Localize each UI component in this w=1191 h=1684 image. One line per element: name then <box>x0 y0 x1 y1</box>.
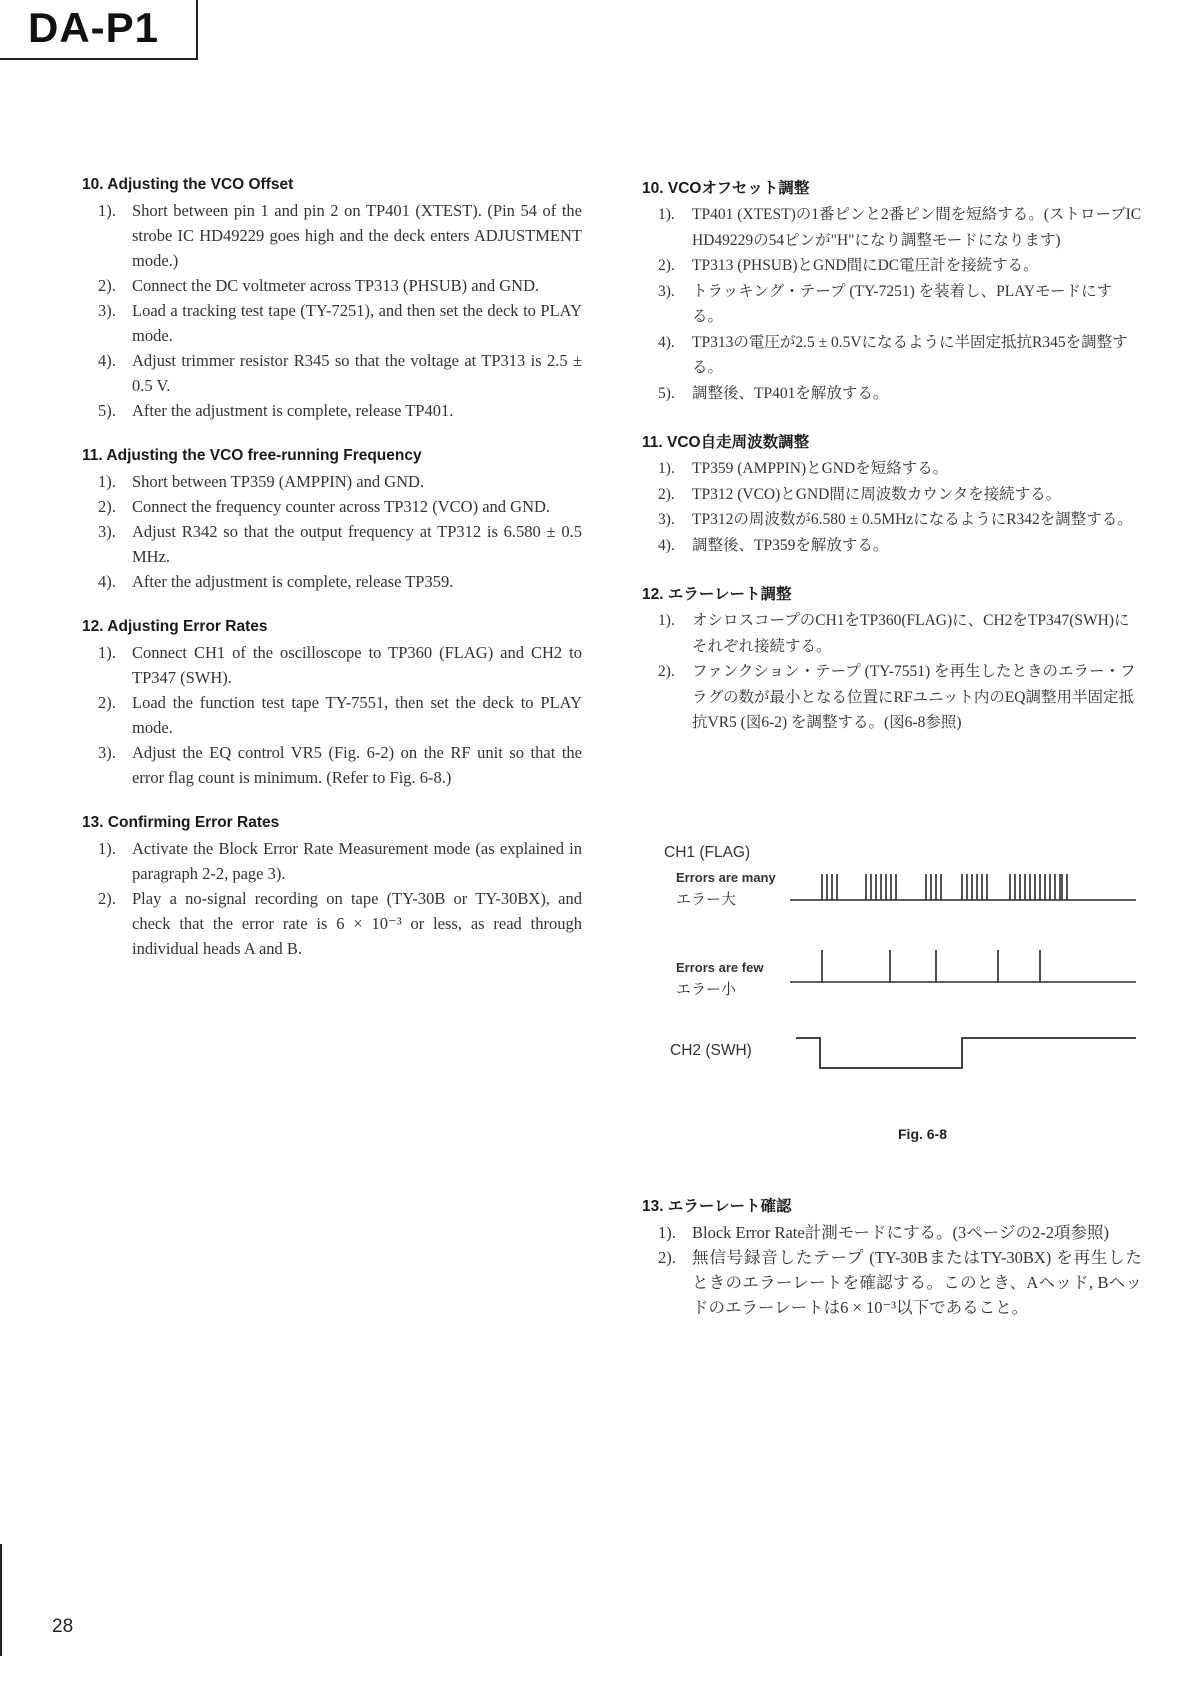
model-title: DA-P1 <box>28 4 160 51</box>
step-item <box>82 640 582 690</box>
step-number: 2). <box>658 257 675 274</box>
step-number: 2). <box>658 663 675 680</box>
step-item <box>642 456 1142 482</box>
ch1-flag-label: CH1 (FLAG) <box>664 844 751 861</box>
ch2-swh-waveform <box>796 1038 1136 1068</box>
edge-bar <box>0 1544 2 1656</box>
section-error-rates-en <box>82 618 582 790</box>
errors-many-label: Errors are many <box>676 870 776 885</box>
figure-caption: Fig. 6-8 <box>898 1126 948 1142</box>
step-number: 3). <box>658 511 675 528</box>
step-number: 1). <box>658 612 675 629</box>
step-text: Connect the frequency counter across TP312 (VCO) and GND. <box>132 497 551 516</box>
section-title: 13. エラーレート確認 <box>642 1198 792 1215</box>
step-text: Load the function test tape TY-7551, then set the deck to PLAY mode. <box>132 693 582 737</box>
waveform-svg <box>656 842 1136 1082</box>
step-number: 3). <box>98 522 116 541</box>
step-text: Adjust R342 so that the output frequency at TP312 is 6.580 ± 0.5 MHz. <box>132 522 582 566</box>
step-item <box>642 608 1142 659</box>
step-text: Short between pin 1 and pin 2 on TP401 (XTEST). (Pin 54 of the strobe IC HD49229 goes high and the deck enters ADJUSTMENT mode.) <box>132 201 582 270</box>
step-text: TP312 (VCO)とGND間に周波数カウンタを接続する。 <box>692 485 1062 503</box>
step-item <box>82 298 582 348</box>
step-item <box>642 659 1142 736</box>
step-item <box>642 1220 1142 1245</box>
step-number: 4). <box>98 351 116 370</box>
section-confirm-error-rates-en <box>82 814 582 961</box>
step-item <box>82 198 582 273</box>
step-number: 2). <box>658 485 675 503</box>
step-item <box>82 519 582 569</box>
step-item <box>642 279 1142 330</box>
step-text: Activate the Block Error Rate Measurement mode (as explained in paragraph 2-2, page 3). <box>132 839 582 883</box>
model-header-box <box>0 0 198 60</box>
step-text: TP313 (PHSUB)とGND間にDC電圧計を接続する。 <box>692 257 1039 274</box>
step-item <box>642 482 1142 508</box>
step-item <box>642 533 1142 559</box>
step-number: 3). <box>98 301 116 320</box>
step-item <box>642 381 1142 407</box>
step-text: ファンクション・テープ (TY-7551) を再生したときのエラー・フラグの数が最小となる位置にRFユニット内のEQ調整用半固定抵抗VR5 (図6-2) を調整する。(図6-8参照) <box>692 663 1136 731</box>
step-text: Connect CH1 of the oscilloscope to TP360 (FLAG) and CH2 to TP347 (SWH). <box>132 643 582 687</box>
step-number: 2). <box>98 276 116 295</box>
section-title: 10. VCOオフセット調整 <box>642 180 810 197</box>
section-title: 11. Adjusting the VCO free-running Frequency <box>82 447 422 464</box>
step-number: 1). <box>658 1223 676 1242</box>
step-item <box>642 253 1142 279</box>
step-text: TP313の電圧が2.5 ± 0.5Vになるように半固定抵抗R345を調整する。 <box>692 333 1128 376</box>
errors-many-pulses <box>822 874 1067 900</box>
step-item <box>82 398 582 423</box>
step-text: TP401 (XTEST)の1番ピンと2番ピン間を短絡する。(ストローブIC HD49229の54ピンが"H"になり調整モードになります) <box>692 206 1142 249</box>
step-number: 1). <box>658 206 675 223</box>
step-number: 2). <box>658 1248 676 1267</box>
step-number: 1). <box>98 839 116 858</box>
step-item <box>642 330 1142 381</box>
japanese-column-lower <box>642 1194 1142 1344</box>
step-number: 2). <box>98 497 116 516</box>
step-text: Short between TP359 (AMPPIN) and GND. <box>132 472 425 491</box>
section-vco-offset-en <box>82 176 582 423</box>
step-item <box>642 1245 1142 1320</box>
step-item <box>82 273 582 298</box>
errors-many-ja-label: エラー大 <box>676 891 737 908</box>
step-number: 2). <box>98 693 116 712</box>
step-text: After the adjustment is complete, release TP359. <box>132 572 454 591</box>
step-text: トラッキング・テープ (TY-7251) を装着し、PLAYモードにする。 <box>692 282 1113 325</box>
section-vco-offset-ja <box>642 176 1142 406</box>
step-item <box>82 836 582 886</box>
waveform-diagram <box>656 842 1136 1082</box>
english-column <box>82 176 582 985</box>
section-confirm-error-rates-ja <box>642 1194 1142 1320</box>
ch2-swh-label: CH2 (SWH) <box>670 1042 752 1059</box>
step-item <box>82 494 582 519</box>
section-title: 11. VCO自走周波数調整 <box>642 434 810 451</box>
japanese-column <box>642 176 1142 760</box>
step-item <box>82 740 582 790</box>
step-text: Adjust trimmer resistor R345 so that the voltage at TP313 is 2.5 ± 0.5 V. <box>132 351 582 395</box>
step-text: 調整後、TP401を解放する。 <box>692 384 889 402</box>
section-title: 13. Confirming Error Rates <box>82 814 280 831</box>
step-text: Play a no-signal recording on tape (TY-30B or TY-30BX), and check that the error rate is 6 × 10⁻³ or less, as read through individual heads A and B. <box>132 889 582 958</box>
step-number: 3). <box>658 282 675 300</box>
step-item <box>82 469 582 494</box>
step-text: 調整後、TP359を解放する。 <box>692 536 889 554</box>
section-vco-frequency-en <box>82 447 582 594</box>
step-item <box>82 569 582 594</box>
step-number: 4). <box>98 572 116 591</box>
step-item <box>82 886 582 961</box>
step-text: オシロスコープのCH1をTP360(FLAG)に、CH2をTP347(SWH)にそれぞれ接続する。 <box>692 612 1130 655</box>
step-number: 4). <box>658 333 675 351</box>
step-text: TP312の周波数が6.580 ± 0.5MHzになるようにR342を調整する。 <box>692 511 1133 528</box>
page-number: 28 <box>52 1616 74 1637</box>
step-number: 4). <box>658 536 675 554</box>
step-item <box>82 690 582 740</box>
section-title: 10. Adjusting the VCO Offset <box>82 176 294 193</box>
step-item <box>642 507 1142 533</box>
step-number: 1). <box>98 643 116 662</box>
section-title: 12. エラーレート調整 <box>642 586 792 603</box>
errors-few-pulses <box>822 950 1040 982</box>
step-text: Connect the DC voltmeter across TP313 (PHSUB) and GND. <box>132 276 540 295</box>
step-text: 無信号録音したテープ (TY-30BまたはTY-30BX) を再生したときのエラーレートを確認する。このとき、Aヘッド, Bヘッドのエラーレートは6 × 10⁻³以下であること。 <box>692 1248 1142 1317</box>
step-number: 5). <box>98 401 116 420</box>
step-number: 1). <box>98 472 116 491</box>
step-text: Block Error Rate計測モードにする。(3ページの2-2項参照) <box>692 1223 1109 1242</box>
errors-few-label: Errors are few <box>676 960 764 975</box>
step-text: After the adjustment is complete, release TP401. <box>132 401 454 420</box>
step-item <box>82 348 582 398</box>
step-number: 3). <box>98 743 116 762</box>
step-item <box>642 202 1142 253</box>
errors-few-ja-label: エラー小 <box>676 981 737 998</box>
step-number: 2). <box>98 889 116 908</box>
section-error-rates-ja <box>642 582 1142 736</box>
step-number: 1). <box>658 460 675 477</box>
section-title: 12. Adjusting Error Rates <box>82 618 268 635</box>
step-text: Adjust the EQ control VR5 (Fig. 6-2) on the RF unit so that the error flag count is minimum. (Refer to Fig. 6-8.) <box>132 743 582 787</box>
section-vco-frequency-ja <box>642 430 1142 558</box>
step-number: 1). <box>98 201 116 220</box>
step-number: 5). <box>658 384 675 402</box>
step-text: Load a tracking test tape (TY-7251), and then set the deck to PLAY mode. <box>132 301 582 345</box>
step-text: TP359 (AMPPIN)とGNDを短絡する。 <box>692 460 949 477</box>
